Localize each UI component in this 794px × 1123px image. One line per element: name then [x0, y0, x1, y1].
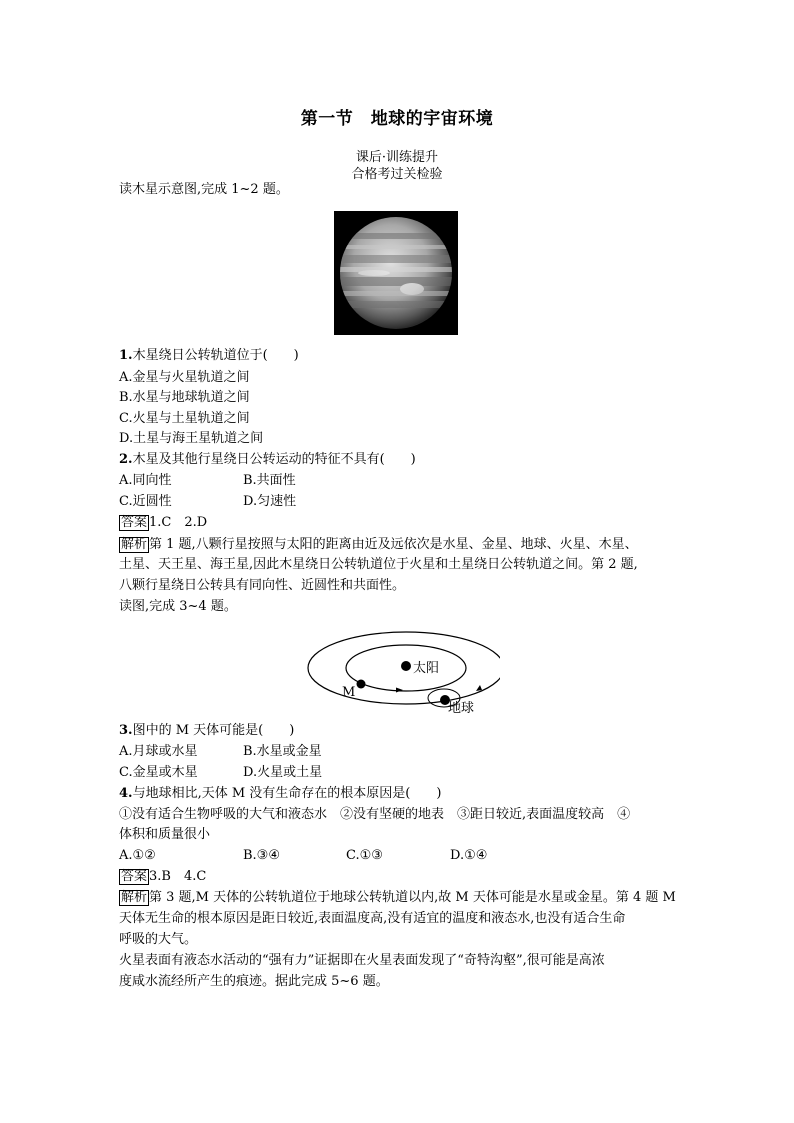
option-b: B.共面性 — [243, 473, 296, 488]
option-a: A.同向性 — [119, 473, 172, 488]
option-d: D.匀速性 — [243, 494, 297, 509]
options-row — [119, 742, 322, 762]
question-number: 2. — [119, 452, 133, 467]
option-c: C.金星或木星 — [119, 765, 198, 780]
question-number: 3. — [119, 723, 133, 738]
question-stem: 图中的 M 天体可能是( ) — [132, 723, 295, 738]
section-subtitle: 课后·训练提升 — [355, 150, 439, 165]
answer-text: 1.C 2.D — [149, 515, 208, 530]
section-subtitle-2: 合格考过关检验 — [351, 167, 443, 182]
option-c: C.近圆性 — [119, 494, 172, 509]
orbit-diagram — [300, 628, 500, 716]
analysis-line: 第 1 题,八颗行星按照与太阳的距离由近及远依次是水星、金星、地球、火星、木星、 — [149, 537, 638, 552]
sun-label: 太阳 — [413, 661, 440, 676]
orbit-arrow-icon — [476, 685, 482, 691]
orbit-arrow-icon — [396, 688, 403, 693]
intro-text: 读木星示意图,完成 1~2 题。 — [119, 182, 289, 197]
analysis-block — [119, 535, 638, 555]
answer-label: 答案 — [121, 515, 148, 530]
option-d: D.火星或土星 — [243, 765, 323, 780]
earth-label: 地球 — [448, 701, 475, 716]
statement-line: 体积和质量很小 — [119, 827, 211, 842]
option-b: B.水星与地球轨道之间 — [119, 390, 250, 405]
intro-text: 读图,完成 3~4 题。 — [119, 599, 237, 614]
option-c: C.火星与土星轨道之间 — [119, 411, 250, 426]
question-number: 1. — [119, 348, 133, 363]
question-number: 4. — [119, 786, 133, 801]
m-body-dot — [357, 680, 366, 689]
analysis-line: 第 3 题,M 天体的公转轨道位于地球公转轨道以内,故 M 天体可能是水星或金星。第 4 题 M — [149, 890, 676, 905]
analysis-line: 天体无生命的根本原因是距日较近,表面温度高,没有适宜的温度和液态水,也没有适合生命 — [119, 911, 626, 926]
option-b: B.③④ — [243, 848, 280, 863]
answer-label: 答案 — [121, 869, 148, 884]
options-row — [119, 471, 296, 491]
m-label: M — [342, 685, 356, 700]
page-title: 第一节 地球的宇宙环境 — [300, 109, 494, 129]
option-d: D.土星与海王星轨道之间 — [119, 431, 264, 446]
option-b: B.水星或金星 — [243, 744, 322, 759]
question-stem: 木星绕日公转轨道位于( ) — [132, 348, 299, 363]
analysis-block — [119, 888, 676, 908]
sun-dot — [401, 661, 411, 671]
passage-line: 火星表面有液态水活动的“强有力”证据即在火星表面发现了“奇特沟壑”,很可能是高浓 — [119, 953, 605, 968]
analysis-line: 八颗行星绕日公转具有同向性、近圆性和共面性。 — [119, 578, 406, 593]
question-2 — [119, 450, 416, 470]
option-a: A.月球或水星 — [119, 744, 198, 759]
analysis-label: 解析 — [121, 890, 148, 905]
option-d: D.①④ — [450, 848, 488, 863]
options-row — [119, 846, 487, 866]
analysis-label: 解析 — [121, 537, 148, 552]
answer-block — [119, 513, 207, 533]
option-a: A.①② — [119, 848, 156, 863]
analysis-line: 土星、天王星、海王星,因此木星绕日公转轨道位于火星和土星绕日公转轨道之间。第 2 题, — [119, 557, 638, 572]
statement-line: ①没有适合生物呼吸的大气和液态水 ②没有坚硬的地表 ③距日较近,表面温度较高 ④ — [119, 807, 631, 822]
question-stem: 木星及其他行星绕日公转运动的特征不具有( ) — [132, 452, 416, 467]
answer-block — [119, 867, 206, 887]
question-4 — [119, 784, 441, 804]
question-3 — [119, 721, 294, 741]
option-c: C.①③ — [346, 848, 383, 863]
options-row — [119, 492, 296, 512]
analysis-line: 呼吸的大气。 — [119, 932, 198, 947]
options-row — [119, 763, 322, 783]
option-a: A.金星与火星轨道之间 — [119, 370, 250, 385]
question-stem: 与地球相比,天体 M 没有生命存在的根本原因是( ) — [132, 786, 442, 801]
passage-line: 度咸水流经所产生的痕迹。据此完成 5~6 题。 — [119, 974, 389, 989]
answer-text: 3.B 4.C — [149, 869, 207, 884]
jupiter-photo-icon — [334, 211, 458, 335]
question-1 — [119, 346, 299, 366]
